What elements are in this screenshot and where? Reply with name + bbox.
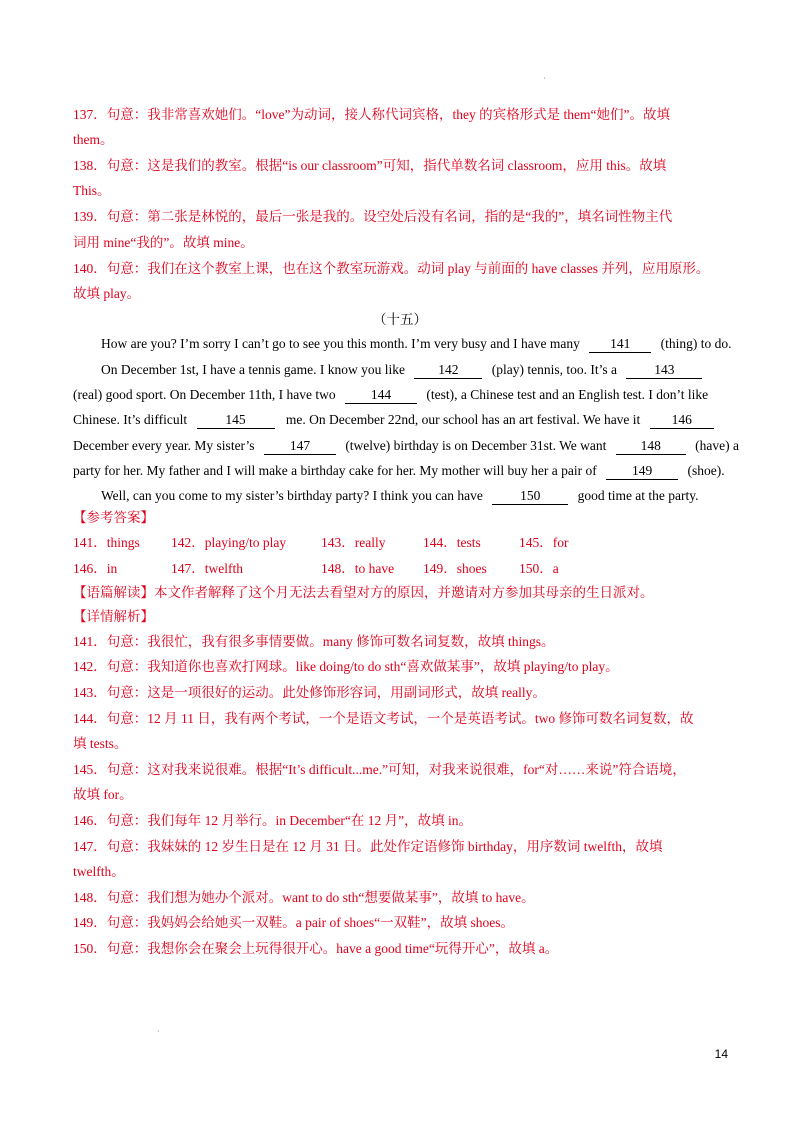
passage-text: On December 1st, I have a tennis game. I know you like — [101, 362, 406, 377]
explain-line: twelfth。 — [73, 864, 125, 879]
answer-item: 143．really — [321, 535, 386, 550]
blank-146[interactable]: 146 — [650, 412, 714, 429]
detail-heading: 【详情解析】 — [73, 609, 154, 624]
answer-item: 144．tests — [423, 535, 481, 550]
explain-line: 故填 for。 — [73, 787, 133, 802]
passage-line-7 — [101, 487, 699, 505]
footer-mark: · — [157, 1027, 160, 1036]
passage-text: Well, can you come to my sister’s birthday party? I think you can have — [101, 488, 483, 503]
passage-text: (thing) to do. — [660, 336, 732, 351]
blank-148[interactable]: 148 — [616, 438, 686, 455]
answer-item: 141．things — [73, 535, 140, 550]
blank-149[interactable]: 149 — [606, 463, 678, 480]
passage-text: How are you? I’m sorry I can’t go to see you this month. I’m very busy and I have many — [101, 336, 580, 351]
passage-line-4 — [73, 411, 714, 429]
explain-line: 147．句意：我妹妹的 12 岁生日是在 12 月 31 日。此处作定语修饰 birthday，用序数词 twelfth，故填 — [73, 839, 663, 854]
answer-item: 148．to have — [321, 561, 395, 576]
explain-line: 143．句意：这是一项很好的运动。此处修饰形容词，用副词形式，故填 really。 — [73, 685, 546, 700]
passage-text: me. On December 22nd, our school has an art festival. We have it — [285, 412, 641, 427]
explain-line: 139．句意：第二张是林悦的，最后一张是我的。设空处后没有名词，指的是“我的”，填名词性物主代 — [73, 209, 673, 224]
passage-text: (test), a Chinese test and an English test. I don’t like — [426, 387, 709, 402]
passage-line-3 — [73, 386, 708, 404]
explain-line: 填 tests。 — [73, 736, 128, 751]
explain-line: 149．句意：我妈妈会给她买一双鞋。a pair of shoes“一双鞋”，故填 shoes。 — [73, 915, 514, 930]
passage-line-6 — [73, 462, 725, 480]
passage-text: (play) tennis, too. It’s a — [491, 362, 618, 377]
section-title: （十五） — [373, 312, 427, 327]
blank-150[interactable]: 150 — [492, 488, 568, 505]
answers-row-1 — [73, 534, 569, 552]
passage-text: Chinese. It’s difficult — [73, 412, 188, 427]
passage-text: (shoe). — [687, 463, 725, 478]
answers-row-2 — [73, 560, 559, 578]
blank-141[interactable]: 141 — [589, 336, 651, 353]
explain-line: 142．句意：我知道你也喜欢打网球。like doing/to do sth“喜欢做某事”，故填 playing/to play。 — [73, 659, 619, 674]
explain-line: them。 — [73, 132, 114, 147]
explain-line: 146．句意：我们每年 12 月举行。in December“在 12 月”，故填 in。 — [73, 813, 472, 828]
passage-text: (twelve) birthday is on December 31st. We want — [345, 438, 607, 453]
explain-line: 150．句意：我想你会在聚会上玩得很开心。have a good time“玩得开心”，故填 a。 — [73, 941, 559, 956]
passage-text: good time at the party. — [577, 488, 699, 503]
header-mark: · — [543, 74, 546, 83]
answer-item: 145．for — [519, 535, 569, 550]
explain-line: 故填 play。 — [73, 286, 141, 301]
passage-line-2 — [101, 361, 702, 379]
explain-line: This。 — [73, 183, 111, 198]
passage-summary: 【语篇解读】本文作者解释了这个月无法去看望对方的原因，并邀请对方参加其母亲的生日派对。 — [73, 585, 654, 600]
passage-text: December every year. My sister’s — [73, 438, 255, 453]
explain-line: 141．句意：我很忙，我有很多事情要做。many 修饰可数名词复数，故填 things。 — [73, 634, 555, 649]
explain-line: 140．句意：我们在这个教室上课，也在这个教室玩游戏。动词 play 与前面的 have classes 并列，应用原形。 — [73, 261, 710, 276]
explain-line: 138．句意：这是我们的教室。根据“is our classroom”可知，指代单数名词 classroom，应用 this。故填 — [73, 158, 667, 173]
passage-text: party for her. My father and I will make a birthday cake for her. My mother will buy her a pair of — [73, 463, 597, 478]
blank-144[interactable]: 144 — [345, 387, 417, 404]
answer-item: 149．shoes — [423, 561, 487, 576]
explain-line: 144．句意：12 月 11 日，我有两个考试，一个是语文考试，一个是英语考试。two 修饰可数名词复数，故 — [73, 711, 694, 726]
blank-143[interactable]: 143 — [626, 362, 702, 379]
answer-item: 146．in — [73, 561, 118, 576]
answer-heading: 【参考答案】 — [73, 510, 154, 525]
explain-line: 137．句意：我非常喜欢她们。“love”为动词，接人称代词宾格，they 的宾格形式是 them“她们”。故填 — [73, 107, 670, 122]
passage-text: (real) good sport. On December 11th, I have two — [73, 387, 336, 402]
blank-142[interactable]: 142 — [414, 362, 482, 379]
answer-item: 150．a — [519, 561, 559, 576]
passage-line-5 — [73, 437, 739, 455]
blank-147[interactable]: 147 — [264, 438, 336, 455]
explain-line: 词用 mine“我的”。故填 mine。 — [73, 235, 254, 250]
answer-item: 147．twelfth — [171, 561, 243, 576]
passage-text: (have) a — [695, 438, 739, 453]
passage-line-1 — [101, 335, 732, 353]
explain-line: 145．句意：这对我来说很难。根据“It’s difficult...me.”可知，对我来说很难，for“对……来说”符合语境， — [73, 762, 686, 777]
explain-line: 148．句意：我们想为她办个派对。want to do sth“想要做某事”，故填 to have。 — [73, 890, 535, 905]
blank-145[interactable]: 145 — [197, 412, 275, 429]
answer-item: 142．playing/to play — [171, 535, 287, 550]
page-number: 14 — [714, 1047, 728, 1061]
